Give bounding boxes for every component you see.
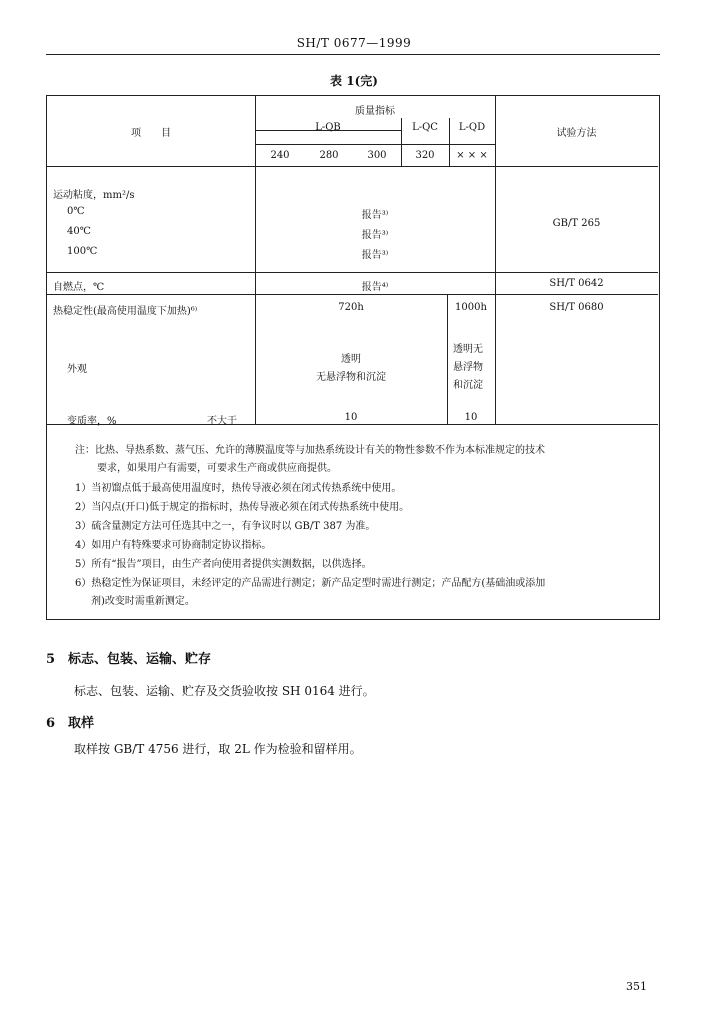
- autoignition-method: SH/T 0642: [549, 278, 604, 289]
- deterioration-lqd: 10: [464, 412, 478, 423]
- col-divider: [447, 294, 448, 424]
- thermal-hours-lqd: 1000h: [455, 302, 487, 313]
- quality-header: 质量指标: [355, 106, 395, 117]
- lqc-header: L-QC: [412, 122, 438, 133]
- viscosity-label: 运动粘度，mm²/s: [53, 190, 135, 201]
- item-header: 项 目: [131, 128, 171, 139]
- row-divider: [47, 166, 658, 167]
- section-6-title: 6 取样: [46, 716, 95, 731]
- row-divider: [47, 294, 658, 295]
- page-number: 351: [626, 980, 647, 993]
- footnote-1: 1）当初馏点低于最高使用温度时，热传导液必须在闭式传热系统中使用。: [75, 483, 402, 494]
- footnote-5: 5）所有“报告”项目，由生产者向使用者提供实测数据，以供选择。: [75, 559, 372, 570]
- footnote-4: 4）如用户有特殊要求可协商制定协议指标。: [75, 540, 272, 551]
- deterioration-label: 变质率，%: [67, 416, 117, 427]
- lqd-header: L-QD: [458, 122, 486, 133]
- viscosity-0c: 0℃: [67, 206, 85, 217]
- viscosity-value-40c: 报告³⁾: [361, 230, 389, 241]
- viscosity-value-100c: 报告³⁾: [361, 250, 389, 261]
- lqb-header: L-QB: [315, 122, 341, 133]
- viscosity-value-0c: 报告³⁾: [361, 210, 389, 221]
- thermal-stability-label: 热稳定性(最高使用温度下加热)⁶⁾: [53, 306, 198, 317]
- header-rule: [46, 54, 660, 55]
- footnote-6-line2: 剂)改变时需重新测定。: [91, 596, 195, 607]
- thermal-method: SH/T 0680: [549, 302, 604, 313]
- autoignition-label: 自燃点，℃: [53, 282, 105, 293]
- grade-divider: [255, 144, 495, 145]
- appearance-main-line2: 无悬浮物和沉淀: [316, 372, 386, 383]
- grade-lqd: × × ×: [456, 150, 488, 161]
- viscosity-method: GB/T 265: [552, 218, 601, 229]
- viscosity-100c: 100℃: [67, 246, 98, 257]
- appearance-label: 外观: [67, 364, 87, 375]
- appearance-lqd-line3: 和沉淀: [453, 380, 483, 391]
- viscosity-40c: 40℃: [67, 226, 91, 237]
- section-5-body: 标志、包装、运输、贮存及交货验收按 SH 0164 进行。: [74, 684, 375, 698]
- col-divider: [495, 96, 496, 424]
- grade-320: 320: [415, 150, 435, 161]
- note-line1: 注：比热、导热系数、蒸气压、允许的薄膜温度等与加热系统设计有关的物性参数不作为本标准规定的技术: [75, 445, 545, 456]
- spec-table: [46, 95, 660, 620]
- row-divider: [47, 272, 658, 273]
- row-divider: [47, 424, 658, 425]
- footnote-3: 3）硫含量测定方法可任选其中之一，有争议时以 GB/T 387 为准。: [75, 521, 376, 532]
- grade-240: 240: [270, 150, 290, 161]
- appearance-lqd-line1: 透明无: [453, 344, 483, 355]
- note-line2: 要求，如果用户有需要，可要求生产商或供应商提供。: [97, 463, 337, 474]
- appearance-lqd-line2: 悬浮物: [453, 362, 483, 373]
- section-5-title: 5 标志、包装、运输、贮存: [46, 652, 212, 667]
- deterioration-main: 10: [344, 412, 358, 423]
- method-header: 试验方法: [556, 128, 597, 139]
- grade-300: 300: [367, 150, 387, 161]
- thermal-hours-main: 720h: [338, 302, 364, 313]
- table-caption: 表 1(完): [330, 74, 378, 88]
- section-6-body: 取样按 GB/T 4756 进行，取 2L 作为检验和留样用。: [74, 742, 362, 756]
- footnote-6-line1: 6）热稳定性为保证项目，未经评定的产品需进行测定；新产品定型时需进行测定；产品配方(基础油或添加: [75, 578, 546, 589]
- deterioration-limit: 不大于: [207, 416, 237, 427]
- autoignition-value: 报告⁴⁾: [361, 282, 389, 293]
- appearance-main-line1: 透明: [341, 354, 361, 365]
- footnote-2: 2）当闪点(开口)低于规定的指标时，热传导液必须在闭式传热系统中使用。: [75, 502, 410, 513]
- grade-280: 280: [319, 150, 339, 161]
- page-header: SH/T 0677—1999: [296, 36, 412, 50]
